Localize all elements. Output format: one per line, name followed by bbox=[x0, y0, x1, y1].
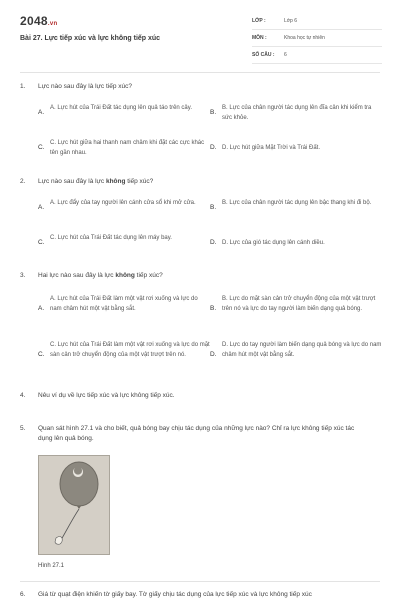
question-text: Nêu ví dụ về lực tiếp xúc và lực không tiếp xúc. bbox=[38, 392, 175, 399]
option-letter: C. bbox=[38, 351, 45, 358]
meta-row-subject bbox=[252, 30, 382, 47]
meta-row-count bbox=[252, 47, 382, 64]
question-1 bbox=[20, 83, 132, 90]
option-letter: A. bbox=[38, 305, 45, 312]
question-number: 5. bbox=[20, 425, 26, 432]
option-text: D. Lực do tay người làm biến dạng quả bóng và lực do nam châm hút một vật bằng sắt. bbox=[222, 342, 382, 358]
figure-caption: Hình 27.1 bbox=[38, 563, 65, 569]
question-text-post: tiếp xúc? bbox=[125, 178, 154, 185]
figure-balloon bbox=[38, 455, 110, 555]
question-5 bbox=[20, 424, 365, 444]
meta-value: Lớp 6 bbox=[284, 18, 298, 24]
option-letter: B. bbox=[210, 109, 217, 116]
question-text-pre: Lực nào sau đây là lực bbox=[38, 178, 106, 185]
option-text: C. Lực hút của Trái Đất tác dụng lên máy bay. bbox=[50, 235, 172, 241]
option-text: A. Lực hút của Trái Đất làm một vật rơi xuống và lực do nam châm hút một vật bằng sắt. bbox=[50, 296, 198, 312]
question-text: Giá từ quạt điện khiến tờ giấy bay. Tờ giấy chịu tác dụng của lực tiếp xúc và lực không tiếp xúc bbox=[38, 591, 312, 598]
question-text: Quan sát hình 27.1 và cho biết, quả bóng bay chịu tác dụng của những lực nào? Chỉ ra lực không tiếp xúc tác dụng lên quả bóng. bbox=[38, 425, 355, 442]
option-letter: A. bbox=[38, 204, 45, 211]
question-number: 4. bbox=[20, 392, 26, 399]
option-letter: B. bbox=[210, 204, 217, 211]
option-letter: C. bbox=[38, 144, 45, 151]
meta-info bbox=[252, 13, 382, 64]
footer-divider bbox=[20, 581, 380, 582]
option-letter: D. bbox=[210, 239, 217, 246]
page-header bbox=[0, 0, 400, 72]
balloon-knot bbox=[77, 506, 81, 509]
logo-suffix: .vn bbox=[47, 21, 58, 27]
question-text-post: tiếp xúc? bbox=[134, 272, 163, 279]
option-letter: B. bbox=[210, 305, 217, 312]
question-text-bold: không bbox=[115, 272, 135, 279]
question-3 bbox=[20, 272, 163, 279]
question-number: 6. bbox=[20, 591, 26, 598]
question-2 bbox=[20, 178, 153, 185]
option-text: C. Lực hút giữa hai thanh nam châm khi đặt các cực khác tên gần nhau. bbox=[50, 140, 205, 156]
option-text: C. Lực hút của Trái Đất làm một vật rơi xuống và lực do mặt sàn cản trở chuyển động của một vật trượt trên nó. bbox=[50, 342, 210, 358]
option-text: A. Lực đẩy của tay người lên cánh cửa sổ khi mở cửa. bbox=[50, 200, 196, 206]
meta-value: Khoa học tự nhiên bbox=[284, 35, 325, 41]
option-letter: D. bbox=[210, 351, 217, 358]
option-letter: C. bbox=[38, 239, 45, 246]
question-4 bbox=[20, 392, 175, 399]
logo-main: 2048 bbox=[20, 14, 48, 28]
question-number: 3. bbox=[20, 272, 26, 279]
meta-label: SỐ CÂU : bbox=[252, 52, 275, 58]
option-text: B. Lực của chân người tác dụng lên bậc thang khi đi bộ. bbox=[222, 200, 372, 206]
question-text: Lực nào sau đây là lực tiếp xúc? bbox=[38, 83, 132, 90]
option-letter: D. bbox=[210, 144, 217, 151]
balloon-illustration bbox=[39, 456, 109, 554]
meta-label: LỚP : bbox=[252, 18, 266, 24]
option-letter: A. bbox=[38, 109, 45, 116]
balloon-string bbox=[61, 509, 79, 540]
option-text: B. Lực của chân người tác dụng lên đĩa cân khi kiểm tra sức khỏe. bbox=[222, 105, 372, 121]
option-text: B. Lực do mặt sàn cản trở chuyển động của một vật trượt trên nó và lực do tay người làm biến dạng quả bóng. bbox=[222, 296, 376, 312]
meta-label: MÔN : bbox=[252, 35, 267, 41]
hand-shape bbox=[55, 537, 62, 545]
question-text-pre: Hai lực nào sau đây là lực bbox=[38, 272, 116, 279]
meta-value: 6 bbox=[284, 52, 287, 58]
option-text: D. Lực của gió tác dụng lên cánh diều. bbox=[222, 240, 325, 246]
option-text: D. Lực hút giữa Mặt Trời và Trái Đất. bbox=[222, 145, 320, 151]
header-divider bbox=[20, 72, 380, 73]
site-logo[interactable] bbox=[20, 14, 57, 28]
option-text: A. Lực hút của Trái Đất tác dụng lên quả táo trên cây. bbox=[50, 105, 192, 111]
question-number: 2. bbox=[20, 178, 26, 185]
balloon-shape bbox=[60, 462, 98, 506]
page-title: Bài 27. Lực tiếp xúc và lực không tiếp xúc bbox=[20, 35, 161, 42]
meta-row-class bbox=[252, 13, 382, 30]
question-6 bbox=[20, 591, 380, 598]
question-text-bold: không bbox=[105, 178, 126, 185]
question-number: 1. bbox=[20, 83, 26, 90]
